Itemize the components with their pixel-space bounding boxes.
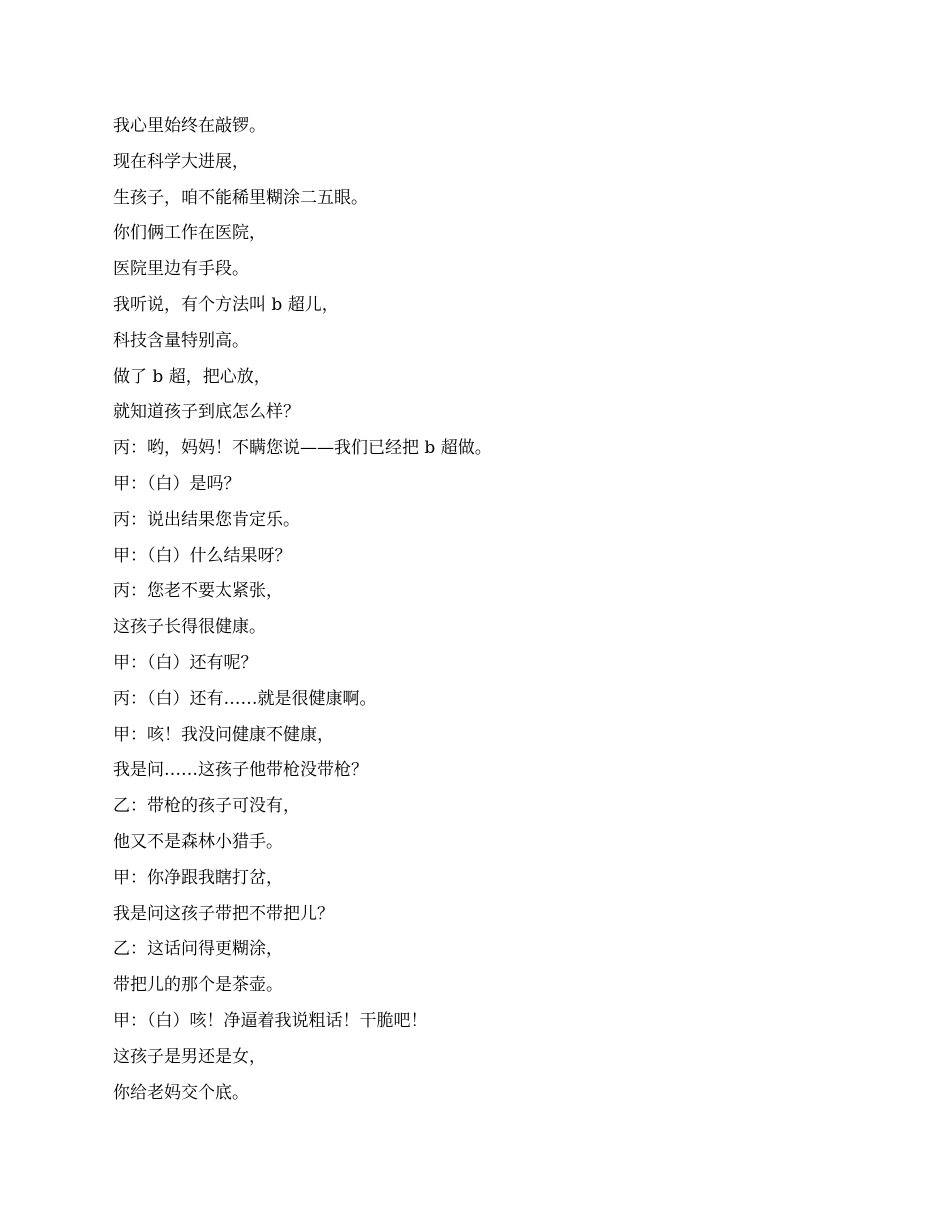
- text-line: 就知道孩子到底怎么样？: [113, 402, 300, 423]
- text-line: 甲：（白）咳！净逼着我说粗话！干脆吧！: [113, 1010, 428, 1031]
- text-line: 做了 b 超，把心放，: [113, 366, 271, 387]
- text-line: 甲：（白）什么结果呀？: [113, 545, 292, 566]
- text-line: 甲：你净跟我瞎打岔，: [113, 867, 283, 888]
- text-line: 丙：说出结果您肯定乐。: [113, 509, 300, 530]
- text-line: 这孩子长得很健康。: [113, 617, 266, 638]
- text-line: 丙：（白）还有……就是很健康啊。: [113, 688, 377, 709]
- text-line: 我听说，有个方法叫 b 超儿，: [113, 294, 339, 315]
- text-line: 带把儿的那个是茶壶。: [113, 975, 283, 996]
- text-line: 乙：这话问得更糊涂，: [113, 939, 283, 960]
- text-line: 科技含量特别高。: [113, 330, 249, 351]
- text-line: 丙：您老不要太紧张，: [113, 581, 283, 602]
- text-line: 他又不是森林小猎手。: [113, 831, 283, 852]
- text-line: 我是问……这孩子他带枪没带枪？: [113, 760, 368, 781]
- text-line: 我是问这孩子带把不带把儿？: [113, 903, 334, 924]
- text-line: 我心里始终在敲锣。: [113, 116, 266, 136]
- text-line: 丙：哟，妈妈！不瞒您说——我们已经把 b 超做。: [113, 438, 492, 459]
- text-line: 甲：咳！我没问健康不健康，: [113, 724, 334, 745]
- script-text: [113, 109, 873, 1111]
- text-line: 甲：（白）还有呢？: [113, 652, 258, 673]
- text-line: 这孩子是男还是女，: [113, 1046, 266, 1067]
- text-line: 现在科学大进展，: [113, 151, 249, 172]
- text-line: 甲：（白）是吗？: [113, 473, 241, 494]
- text-line: 你给老妈交个底。: [113, 1082, 249, 1103]
- text-line: 乙：带枪的孩子可没有，: [113, 796, 300, 817]
- text-line: 医院里边有手段。: [113, 259, 249, 280]
- text-line: 生孩子，咱不能稀里糊涂二五眼。: [113, 187, 368, 208]
- text-line: 你们俩工作在医院，: [113, 223, 266, 244]
